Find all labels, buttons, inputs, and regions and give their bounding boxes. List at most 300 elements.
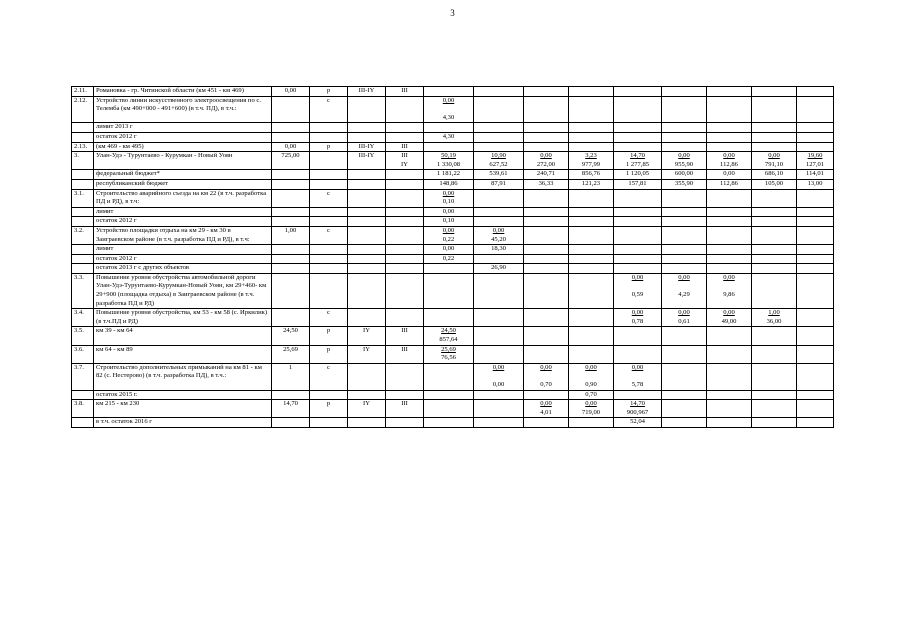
- value-cell: [752, 345, 797, 363]
- row-number: 3.2.: [72, 226, 94, 244]
- value-cell: [569, 345, 614, 363]
- value-cell: [569, 273, 614, 308]
- row-name: км 64 - км 89: [94, 345, 272, 363]
- row-category-2: [386, 226, 424, 244]
- value-text: [526, 372, 566, 381]
- row-category-1: III-IY: [348, 152, 386, 170]
- value-cell: [524, 179, 569, 189]
- value-text: 36,00: [766, 317, 782, 325]
- row-category-2: [386, 363, 424, 390]
- row-length: [272, 132, 310, 142]
- value-cell: [707, 189, 752, 207]
- value-text: 0,70: [540, 381, 552, 388]
- value-text: 0,00: [631, 273, 644, 281]
- row-number: [72, 207, 94, 217]
- value-cell: [797, 254, 834, 264]
- value-cell: [569, 264, 614, 274]
- value-cell: [752, 189, 797, 207]
- value-cell: [474, 170, 524, 180]
- value-cell: [752, 170, 797, 180]
- value-cell: [614, 142, 662, 152]
- row-name: лимит: [94, 207, 272, 217]
- value-text: 19,60: [807, 152, 823, 160]
- value-cell: [662, 309, 707, 327]
- value-text: 0,00: [631, 309, 644, 317]
- row-length: 1: [272, 363, 310, 390]
- value-cell: [474, 345, 524, 363]
- value-text: 0,00: [540, 152, 552, 160]
- value-cell: [662, 152, 707, 170]
- value-cell: [474, 363, 524, 390]
- value-text: 114,01: [806, 170, 824, 178]
- value-cell: [424, 327, 474, 345]
- value-cell: [424, 254, 474, 264]
- value-cell: [614, 400, 662, 418]
- value-cell: [707, 217, 752, 227]
- value-text: 0,00: [723, 152, 735, 160]
- value-text: [571, 372, 611, 381]
- value-cell: [797, 327, 834, 345]
- value-cell: [524, 170, 569, 180]
- value-cell: [797, 142, 834, 152]
- value-cell: [424, 418, 474, 428]
- value-cell: [797, 363, 834, 390]
- value-cell: [614, 254, 662, 264]
- value-cell: [524, 327, 569, 345]
- value-text: 0,70: [585, 390, 597, 398]
- row-category-1: [348, 179, 386, 189]
- row-number: [72, 217, 94, 227]
- value-cell: [569, 245, 614, 255]
- value-cell: [707, 390, 752, 400]
- value-cell: [524, 345, 569, 363]
- row-name: Романовка - гр. Читинской области (км 451 - км 469): [94, 87, 272, 97]
- value-cell: [662, 264, 707, 274]
- row-number: [72, 264, 94, 274]
- table-body: [72, 87, 834, 428]
- value-cell: [614, 87, 662, 97]
- value-text: 539,61: [489, 170, 508, 178]
- row-number: 3.3.: [72, 273, 94, 308]
- table-row: [72, 400, 834, 418]
- value-cell: [569, 170, 614, 180]
- row-length: 0,00: [272, 142, 310, 152]
- value-text: 10,90: [491, 152, 506, 160]
- value-text: 157,81: [628, 179, 647, 187]
- value-cell: [614, 189, 662, 207]
- value-cell: [524, 245, 569, 255]
- table-row: [72, 207, 834, 217]
- value-cell: [797, 245, 834, 255]
- table-row: [72, 179, 834, 189]
- table-row: [72, 273, 834, 308]
- value-cell: [797, 152, 834, 170]
- value-cell: [752, 207, 797, 217]
- row-number: [72, 170, 94, 180]
- value-text: 121,23: [581, 179, 601, 187]
- row-category-2: [386, 96, 424, 123]
- value-cell: [797, 345, 834, 363]
- value-cell: [752, 123, 797, 133]
- table-row: [72, 418, 834, 428]
- value-cell: [424, 245, 474, 255]
- value-text: 240,71: [536, 170, 556, 178]
- table-row: [72, 217, 834, 227]
- row-number: 3.8.: [72, 400, 94, 418]
- value-text: 105,00: [764, 179, 784, 187]
- row-category-1: [348, 207, 386, 217]
- row-length: [272, 217, 310, 227]
- value-text: 24,50: [441, 327, 456, 335]
- value-cell: [474, 152, 524, 170]
- value-cell: [614, 226, 662, 244]
- value-cell: [424, 189, 474, 207]
- row-category-2: III: [386, 345, 424, 363]
- value-text: 0,00: [442, 207, 455, 215]
- value-cell: [474, 309, 524, 327]
- value-cell: [707, 170, 752, 180]
- row-category-1: [348, 264, 386, 274]
- row-type: [310, 170, 348, 180]
- row-type: [310, 152, 348, 170]
- value-cell: [474, 418, 524, 428]
- row-name: Устройство площадки отдыха на км 29 - км 30 в Заиграевском районе (в т.ч. разработка ПД и РД), в т.ч:: [94, 226, 272, 244]
- row-category-2: III: [386, 400, 424, 418]
- value-text: 25,69: [441, 345, 456, 353]
- value-text: 9,86: [723, 291, 735, 299]
- table-row: [72, 152, 834, 170]
- value-cell: [614, 327, 662, 345]
- value-cell: [797, 226, 834, 244]
- value-text: 87,91: [491, 179, 506, 187]
- row-category-2: [386, 123, 424, 133]
- row-number: 3.7.: [72, 363, 94, 390]
- row-category-2: [386, 245, 424, 255]
- row-category-2: [386, 132, 424, 142]
- row-length: [272, 96, 310, 123]
- row-category-2: III IY: [386, 152, 424, 170]
- value-cell: [662, 226, 707, 244]
- value-cell: [752, 179, 797, 189]
- row-number: [72, 123, 94, 133]
- row-number: 3.5.: [72, 327, 94, 345]
- value-cell: [474, 217, 524, 227]
- value-text: 49,00: [721, 317, 737, 325]
- row-type: с: [310, 226, 348, 244]
- value-cell: [474, 207, 524, 217]
- value-cell: [524, 264, 569, 274]
- value-cell: [707, 363, 752, 390]
- value-text: 45,20: [491, 235, 506, 243]
- value-cell: [752, 418, 797, 428]
- value-text: 0,22: [442, 254, 455, 262]
- value-cell: [614, 418, 662, 428]
- row-length: [272, 179, 310, 189]
- value-text: 0,00: [442, 226, 455, 234]
- value-cell: [474, 245, 524, 255]
- value-cell: [569, 309, 614, 327]
- row-type: [310, 207, 348, 217]
- value-cell: [569, 142, 614, 152]
- row-name: Устройство линии искусственного электроосвещения по с. Телемба (км 490+000 - 491+600) (в т.ч. ПД), в т.ч.:: [94, 96, 272, 123]
- value-cell: [424, 96, 474, 123]
- value-cell: [662, 327, 707, 345]
- value-cell: [614, 309, 662, 327]
- row-category-2: [386, 264, 424, 274]
- value-cell: [797, 264, 834, 274]
- value-text: 719,00: [581, 408, 601, 416]
- value-cell: [424, 309, 474, 327]
- value-cell: [524, 152, 569, 170]
- value-cell: [524, 189, 569, 207]
- value-text: 1,00: [768, 309, 780, 317]
- value-cell: [569, 400, 614, 418]
- row-number: 3.4.: [72, 309, 94, 327]
- row-length: [272, 189, 310, 207]
- value-cell: [797, 418, 834, 428]
- value-cell: [662, 245, 707, 255]
- table-row: [72, 226, 834, 244]
- value-cell: [614, 170, 662, 180]
- row-name: Повышение уровня обустройства автомобильной дороги Улан-Удэ-Турунтаево-Курумкан-Новый Уоян, км 29+460- км 29+900 (площадка отдыха) в Заиграевском районе (в т.ч. разработка ПД и РД): [94, 273, 272, 308]
- row-type: р: [310, 345, 348, 363]
- row-number: 2.12.: [72, 96, 94, 123]
- value-cell: [707, 87, 752, 97]
- value-cell: [424, 264, 474, 274]
- value-cell: [662, 142, 707, 152]
- value-text: 4,30: [442, 113, 455, 121]
- value-cell: [797, 123, 834, 133]
- value-cell: [424, 152, 474, 170]
- value-cell: [797, 400, 834, 418]
- row-type: [310, 132, 348, 142]
- value-text: 1 330,08: [436, 160, 461, 168]
- value-cell: [662, 273, 707, 308]
- value-cell: [662, 400, 707, 418]
- row-number: 3.1.: [72, 189, 94, 207]
- value-cell: [569, 390, 614, 400]
- value-text: 4,29: [678, 291, 690, 299]
- value-cell: [614, 390, 662, 400]
- value-text: 0,78: [631, 317, 644, 325]
- row-category-2: [386, 309, 424, 327]
- value-cell: [524, 254, 569, 264]
- value-cell: [614, 264, 662, 274]
- row-name: остаток 2015 г.: [94, 390, 272, 400]
- table-row: [72, 142, 834, 152]
- row-length: [272, 123, 310, 133]
- value-text: 112,86: [720, 179, 738, 187]
- row-name: лимит: [94, 245, 272, 255]
- value-cell: [797, 170, 834, 180]
- value-cell: [474, 264, 524, 274]
- row-category-2: III: [386, 87, 424, 97]
- row-category-1: [348, 363, 386, 390]
- value-text: 857,64: [439, 336, 458, 344]
- value-cell: [614, 345, 662, 363]
- row-category-2: [386, 189, 424, 207]
- row-name: остаток 2013 г с других объектов: [94, 264, 272, 274]
- row-type: р: [310, 400, 348, 418]
- row-type: [310, 264, 348, 274]
- row-number: [72, 132, 94, 142]
- value-text: [616, 282, 659, 291]
- row-name: (км 469 - км 495): [94, 142, 272, 152]
- value-cell: [662, 170, 707, 180]
- value-cell: [569, 152, 614, 170]
- row-length: [272, 273, 310, 308]
- value-text: 1 120,05: [625, 170, 650, 178]
- table-row: [72, 345, 834, 363]
- value-cell: [614, 245, 662, 255]
- row-number: [72, 254, 94, 264]
- row-number: 2.13.: [72, 142, 94, 152]
- value-cell: [752, 254, 797, 264]
- row-name: остаток 2012 г: [94, 217, 272, 227]
- value-text: 26,90: [491, 264, 506, 272]
- value-cell: [707, 245, 752, 255]
- value-text: 50,19: [441, 152, 456, 160]
- row-category-2: [386, 207, 424, 217]
- value-text: 0,00: [631, 363, 644, 371]
- value-cell: [524, 87, 569, 97]
- row-type: [310, 123, 348, 133]
- row-number: [72, 179, 94, 189]
- row-number: [72, 390, 94, 400]
- row-category-2: [386, 254, 424, 264]
- value-text: 0,00: [723, 273, 735, 281]
- value-text: 5,78: [631, 381, 644, 388]
- value-text: 112,86: [720, 160, 738, 168]
- value-text: 0,10: [442, 217, 455, 225]
- value-cell: [752, 226, 797, 244]
- row-number: 2.11.: [72, 87, 94, 97]
- value-cell: [474, 132, 524, 142]
- value-cell: [424, 390, 474, 400]
- value-cell: [474, 123, 524, 133]
- row-category-1: [348, 170, 386, 180]
- value-cell: [752, 400, 797, 418]
- value-cell: [662, 123, 707, 133]
- value-cell: [707, 327, 752, 345]
- value-cell: [752, 309, 797, 327]
- value-cell: [614, 132, 662, 142]
- page-number: 3: [450, 8, 455, 18]
- value-text: 686,10: [764, 170, 784, 178]
- table-row: [72, 245, 834, 255]
- table-row: [72, 132, 834, 142]
- value-cell: [474, 226, 524, 244]
- value-cell: [752, 96, 797, 123]
- row-length: 0,00: [272, 87, 310, 97]
- value-text: 76,56: [441, 354, 456, 362]
- value-cell: [474, 142, 524, 152]
- value-cell: [524, 142, 569, 152]
- value-cell: [474, 390, 524, 400]
- value-cell: [524, 132, 569, 142]
- value-cell: [569, 418, 614, 428]
- row-number: [72, 245, 94, 255]
- value-text: 0,59: [631, 291, 644, 299]
- value-cell: [662, 179, 707, 189]
- value-text: 0,00: [678, 309, 690, 317]
- table-row: [72, 123, 834, 133]
- value-text: 856,76: [581, 170, 601, 178]
- row-category-2: [386, 418, 424, 428]
- value-text: 0,00: [492, 363, 505, 371]
- row-category-1: [348, 418, 386, 428]
- value-cell: [662, 132, 707, 142]
- row-type: р: [310, 327, 348, 345]
- value-cell: [707, 273, 752, 308]
- value-cell: [474, 254, 524, 264]
- row-length: 25,69: [272, 345, 310, 363]
- row-length: 14,70: [272, 400, 310, 418]
- row-length: [272, 245, 310, 255]
- value-text: 627,52: [489, 160, 508, 168]
- table-row: [72, 309, 834, 327]
- value-cell: [707, 142, 752, 152]
- table-row: [72, 87, 834, 97]
- value-cell: [569, 123, 614, 133]
- value-cell: [524, 390, 569, 400]
- value-cell: [424, 273, 474, 308]
- value-cell: [474, 179, 524, 189]
- value-text: 977,99: [581, 160, 601, 168]
- value-text: 18,30: [491, 245, 506, 253]
- value-text: 0,00: [442, 189, 455, 197]
- value-cell: [752, 390, 797, 400]
- value-cell: [707, 132, 752, 142]
- value-cell: [569, 207, 614, 217]
- value-cell: [614, 363, 662, 390]
- value-cell: [797, 96, 834, 123]
- row-name: км 215 - км 230: [94, 400, 272, 418]
- value-text: 600,00: [674, 170, 694, 178]
- row-name: Строительство аварийного съезда на км 22 (в т.ч. разработка ПД и РД), в т.ч:: [94, 189, 272, 207]
- value-text: 900,967: [626, 408, 649, 416]
- row-category-1: [348, 245, 386, 255]
- value-cell: [614, 152, 662, 170]
- row-category-1: III-IY: [348, 87, 386, 97]
- row-name: Улан-Удэ - Турунтаево - Курумкан - Новый Уоян: [94, 152, 272, 170]
- value-text: 148,86: [439, 179, 458, 187]
- row-type: с: [310, 309, 348, 327]
- table-row: [72, 170, 834, 180]
- value-cell: [569, 254, 614, 264]
- value-text: 0,00: [723, 170, 735, 178]
- value-cell: [707, 96, 752, 123]
- value-cell: [524, 207, 569, 217]
- value-text: [426, 105, 471, 114]
- value-cell: [707, 152, 752, 170]
- value-cell: [662, 217, 707, 227]
- row-length: [272, 418, 310, 428]
- value-text: 0,00: [678, 152, 690, 160]
- value-cell: [797, 217, 834, 227]
- value-text: 0,22: [442, 235, 455, 243]
- value-text: 36,33: [538, 179, 554, 187]
- value-text: 3,23: [585, 152, 597, 160]
- value-cell: [569, 96, 614, 123]
- value-cell: [424, 207, 474, 217]
- table-row: [72, 254, 834, 264]
- value-cell: [614, 217, 662, 227]
- row-type: [310, 418, 348, 428]
- value-cell: [424, 363, 474, 390]
- value-text: 4,01: [540, 408, 552, 416]
- row-category-2: [386, 390, 424, 400]
